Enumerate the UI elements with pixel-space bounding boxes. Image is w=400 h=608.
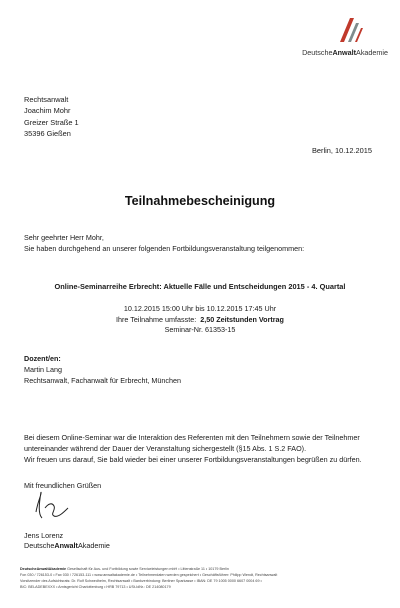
lecturer-heading: Dozent/en: <box>24 354 61 363</box>
lecturer-block <box>24 353 181 386</box>
lecturer-title: Rechtsanwalt, Fachanwalt für Erbrecht, München <box>24 376 182 385</box>
closing-greeting: Mit freundlichen Grüßen <box>24 481 102 490</box>
seminar-time: 10.12.2015 15:00 Uhr bis 10.12.2015 17:45 Uhr <box>123 304 277 313</box>
logo-mark-icon <box>336 14 366 46</box>
seminar-scope-value: 2,50 Zeitstunden Vortrag <box>200 314 284 324</box>
signer-name: Jens Lorenz <box>24 531 64 540</box>
footer-line4: BIC: BELADEBEXXX • Amtsgericht Charlottenburg • HRB 79713 • USt-IdNr.: DE 214080179 <box>20 585 171 589</box>
salutation-greeting: Sehr geehrter Herr Mohr, <box>24 233 104 242</box>
footer-line3: Vorsitzender des Aufsichtsrats: Dr. Rolf Schwedhelm, Rechtsanwalt • Bankverbindung: Berliner Sparkasse • IBAN: DE 79 1005 0000 6607 0004 69 • <box>20 579 262 583</box>
page-title: Teilnahmebescheinigung <box>124 194 276 208</box>
signer <box>24 531 110 552</box>
footer-line1-text: Gesellschaft für Aus- und Fortbildung sowie Serviceleistungen mbH • Littenstraße 11 • 10179 Berlin <box>67 567 229 571</box>
footer-brand: DeutscheAnwaltAkademie <box>20 567 67 571</box>
seminar-scope <box>0 315 400 326</box>
letter-date: Berlin, 10.12.2015 <box>312 146 372 155</box>
body-paragraph-2: Wir freuen uns darauf, Sie bald wieder bei einer unserer Fortbildungsveranstaltungen begrüßen zu dürfen. <box>24 455 362 464</box>
footer-line2: Fon 030 / 726153-0 • Fax 030 / 726153-111 • www.anwaltakademie.de • Teilnehmerdaten werden gespeichert • Geschäftsführer: Philipp Wendt, Rechtsanwalt <box>20 573 278 577</box>
body-text <box>24 432 394 465</box>
logo-brand-part3: Akademie <box>356 48 388 57</box>
salutation-intro: Sie haben durchgehend an unserer folgenden Fortbildungsveranstaltung teilgenommen: <box>24 244 305 253</box>
logo <box>268 14 388 60</box>
recipient-line1: Rechtsanwalt <box>24 95 69 104</box>
signer-org-part2: Anwalt <box>54 541 78 551</box>
signer-org-part3: Akademie <box>77 541 110 551</box>
logo-brand <box>302 48 388 57</box>
recipient-line4: 35396 Gießen <box>24 129 71 139</box>
signature <box>32 490 102 524</box>
recipient-line3: Greizer Straße 1 <box>24 117 79 127</box>
signer-org <box>24 541 110 551</box>
lecturer-name: Martin Lang <box>24 365 62 374</box>
logo-brand-part2: Anwalt <box>332 48 357 57</box>
footer <box>20 566 390 590</box>
signer-org-part1: Deutsche <box>24 541 55 551</box>
salutation <box>24 232 304 254</box>
logo-brand-part1: Deutsche <box>302 48 333 57</box>
recipient-address <box>24 94 79 140</box>
seminar-details <box>0 304 400 336</box>
recipient-line2: Joachim Mohr <box>24 106 71 116</box>
body-paragraph-1: Bei diesem Online-Seminar war die Interaktion des Referenten mit den Teilnehmern sowie der Teilnehmer untereinander während der Dauer der Veranstaltung sichergestellt (§15 Abs. 1 S.2 FAO). <box>24 433 360 453</box>
seminar-scope-label: Ihre Teilnahme umfasste: <box>116 314 197 324</box>
seminar-title: Online-Seminarreihe Erbrecht: Aktuelle Fälle und Entscheidungen 2015 - 4. Quartal <box>54 282 346 291</box>
seminar-number: Seminar-Nr. 61353-15 <box>164 325 236 335</box>
